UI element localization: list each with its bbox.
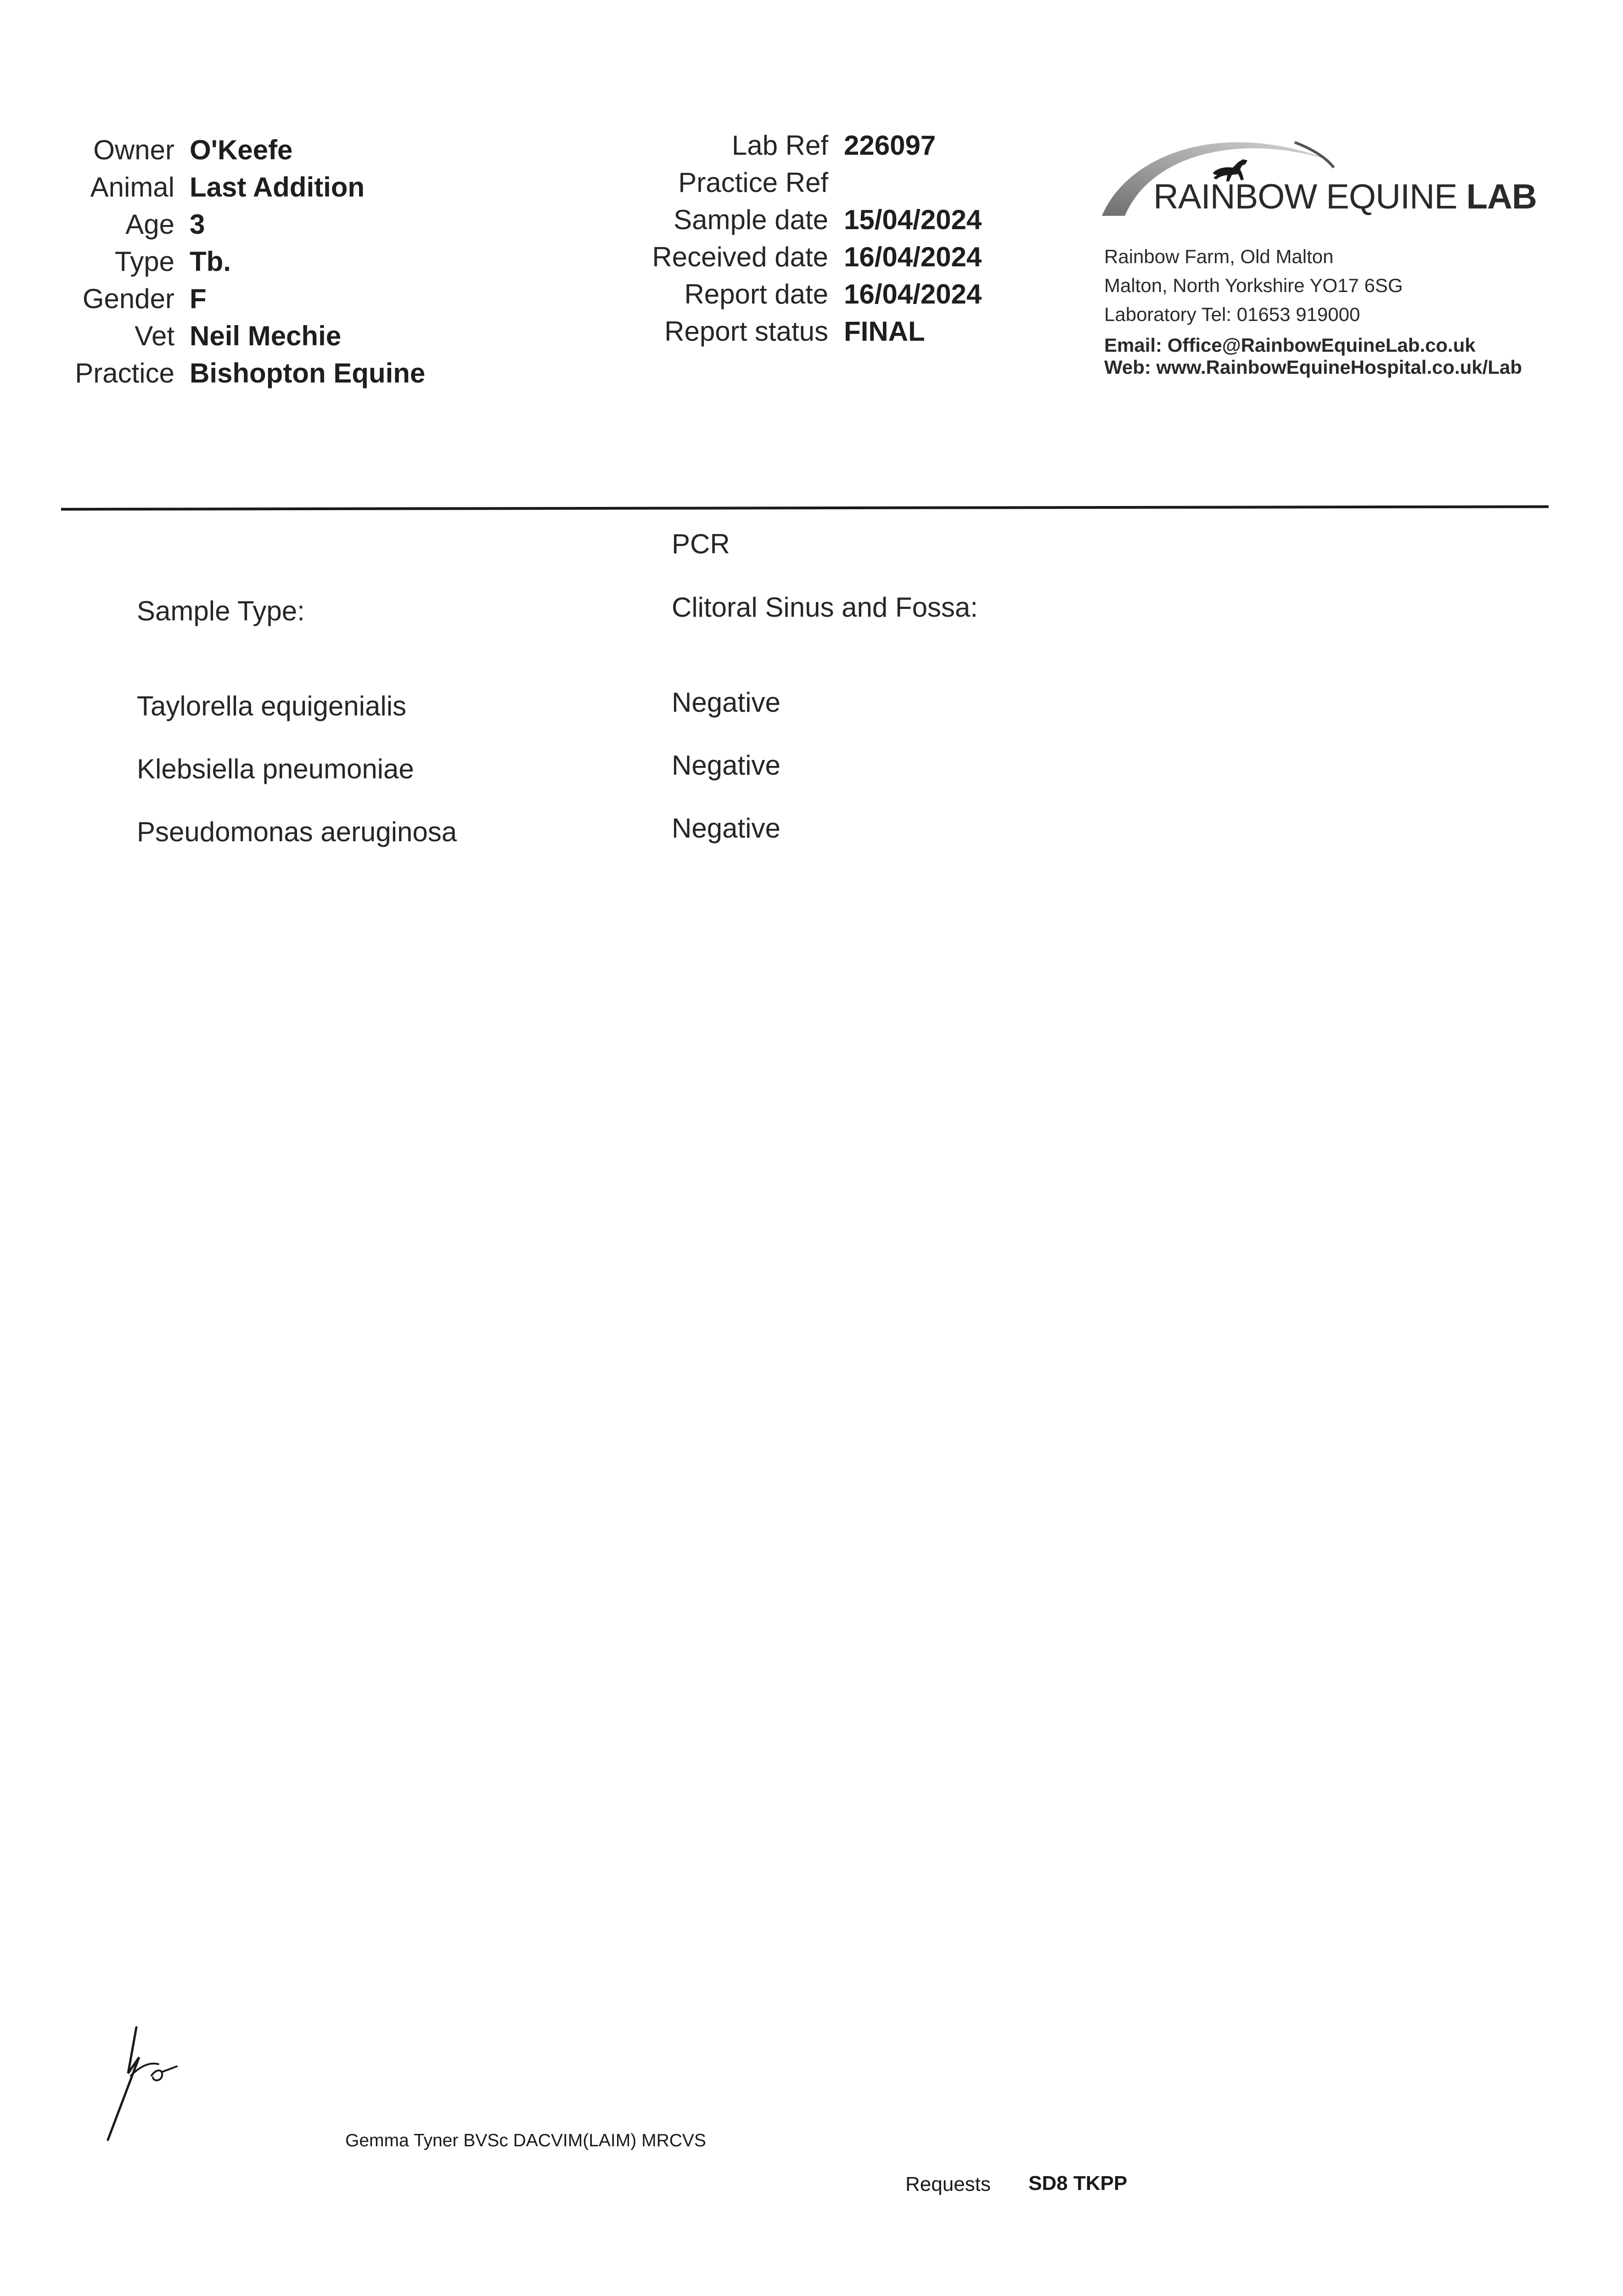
received-date-row [459, 238, 1056, 276]
practice-ref-label: Practice Ref [678, 167, 828, 198]
logo-wordmark [1153, 177, 1537, 217]
logo-name-regular: RAINBOW EQUINE [1153, 177, 1466, 216]
vet-value: Neil Mechie [190, 321, 342, 351]
organism-name: Pseudomonas aeruginosa [137, 816, 457, 847]
vet-row [0, 317, 505, 355]
organism-result: Negative [672, 750, 781, 781]
gender-value: F [190, 283, 207, 314]
lab-ref-value: 226097 [844, 130, 936, 161]
practice-ref-row [459, 164, 1056, 202]
animal-label: Animal [90, 172, 174, 203]
organism-result: Negative [672, 813, 781, 844]
report-date-value: 16/04/2024 [844, 279, 982, 310]
sample-date-label: Sample date [674, 204, 828, 235]
organism-result: Negative [672, 687, 781, 718]
received-date-label: Received date [652, 242, 828, 272]
report-date-row [459, 276, 1056, 313]
age-value: 3 [190, 209, 205, 240]
address-line-3: Laboratory Tel: 01653 919000 [1104, 304, 1360, 325]
animal-row [0, 169, 505, 206]
gender-label: Gender [82, 283, 174, 314]
address-line-1: Rainbow Farm, Old Malton [1104, 246, 1334, 267]
owner-row [0, 131, 505, 169]
requests-label: Requests [905, 2173, 991, 2195]
report-date-label: Report date [684, 279, 828, 310]
lab-ref-label: Lab Ref [731, 130, 828, 161]
age-row [0, 206, 505, 243]
sample-date-value: 15/04/2024 [844, 204, 982, 235]
lab-ref-row [459, 127, 1056, 164]
signer-name: Gemma Tyner BVSc DACVIM(LAIM) MRCVS [345, 2131, 706, 2150]
sample-type-label: Sample Type: [137, 596, 305, 626]
type-row [0, 243, 505, 281]
practice-label: Practice [75, 358, 174, 388]
organism-name: Klebsiella pneumoniae [137, 754, 414, 784]
practice-value: Bishopton Equine [190, 358, 426, 388]
owner-value: O'Keefe [190, 135, 293, 165]
web-line: Web: www.RainbowEquineHospital.co.uk/Lab [1104, 356, 1522, 378]
email-line: Email: Office@RainbowEquineLab.co.uk [1104, 334, 1476, 356]
organism-name: Taylorella equigenialis [137, 691, 407, 721]
owner-label: Owner [93, 135, 174, 165]
vet-label: Vet [135, 321, 174, 351]
sample-type-value: Clitoral Sinus and Fossa: [672, 592, 978, 623]
report-status-row [459, 313, 1056, 350]
address-line-2: Malton, North Yorkshire YO17 6SG [1104, 275, 1403, 296]
report-status-value: FINAL [844, 316, 925, 347]
signature [99, 2020, 200, 2144]
test-title: PCR [672, 529, 730, 559]
received-date-value: 16/04/2024 [844, 242, 982, 272]
animal-value: Last Addition [190, 172, 365, 203]
gender-row [0, 280, 505, 318]
report-status-label: Report status [664, 316, 828, 347]
type-label: Type [114, 246, 174, 277]
sample-date-row [459, 201, 1056, 239]
age-label: Age [125, 209, 174, 240]
logo-name-bold: LAB [1466, 177, 1537, 216]
requests-value: SD8 TKPP [1028, 2172, 1128, 2195]
section-divider [61, 505, 1549, 511]
practice-row [0, 355, 505, 392]
type-value: Tb. [190, 246, 231, 277]
